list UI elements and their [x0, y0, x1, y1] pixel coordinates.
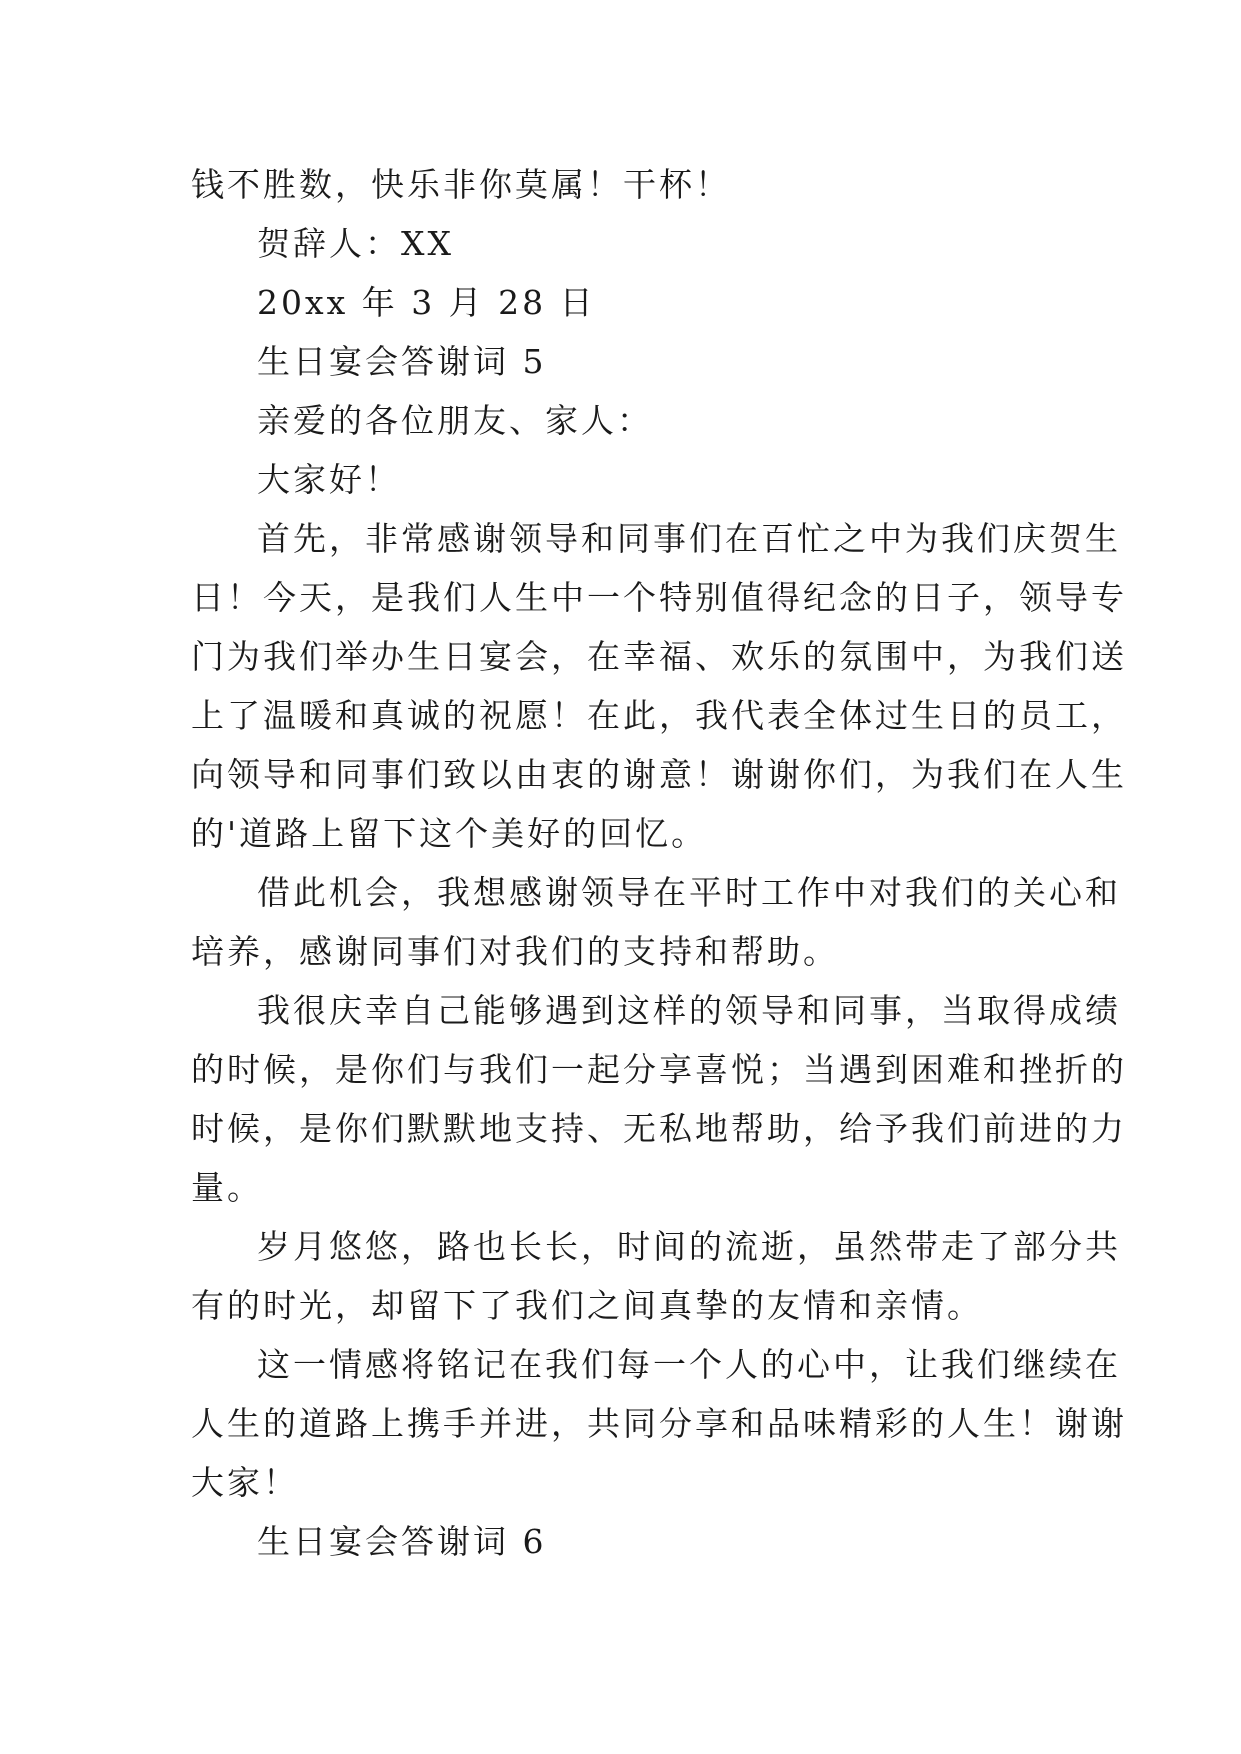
- text-line: 量。: [191, 1168, 263, 1207]
- text-line: 大家好！: [257, 460, 401, 499]
- text-line: 20xx 年 3 月 28 日: [257, 283, 596, 322]
- text-line: 时候，是你们默默地支持、无私地帮助，给予我们前进的力: [191, 1109, 1127, 1148]
- document-body: [191, 155, 1127, 1571]
- section-heading: 生日宴会答谢词 5: [257, 342, 547, 381]
- text-line: 向领导和同事们致以由衷的谢意！谢谢你们，为我们在人生: [191, 755, 1127, 794]
- text-line: 日！今天，是我们人生中一个特别值得纪念的日子，领导专: [191, 578, 1127, 617]
- text-line: 这一情感将铭记在我们每一个人的心中，让我们继续在: [257, 1345, 1121, 1384]
- text-line: 大家！: [191, 1463, 299, 1502]
- section-heading: 生日宴会答谢词 6: [257, 1522, 547, 1561]
- text-line: 首先，非常感谢领导和同事们在百忙之中为我们庆贺生: [257, 519, 1121, 558]
- text-line: 有的时光，却留下了我们之间真挚的友情和亲情。: [191, 1286, 983, 1325]
- text-line: 借此机会，我想感谢领导在平时工作中对我们的关心和: [257, 873, 1121, 912]
- text-line: 钱不胜数，快乐非你莫属！干杯！: [191, 165, 731, 204]
- text-line: 的'道路上留下这个美好的回忆。: [191, 814, 708, 853]
- text-line: 岁月悠悠，路也长长，时间的流逝，虽然带走了部分共: [257, 1227, 1121, 1266]
- text-line: 亲爱的各位朋友、家人：: [257, 401, 653, 440]
- text-line: 上了温暖和真诚的祝愿！在此，我代表全体过生日的员工，: [191, 696, 1127, 735]
- text-line: 贺辞人：XX: [257, 224, 454, 263]
- text-line: 我很庆幸自己能够遇到这样的领导和同事，当取得成绩: [257, 991, 1121, 1030]
- text-line: 培养，感谢同事们对我们的支持和帮助。: [191, 932, 839, 971]
- text-line: 门为我们举办生日宴会，在幸福、欢乐的氛围中，为我们送: [191, 637, 1127, 676]
- text-line: 人生的道路上携手并进，共同分享和品味精彩的人生！谢谢: [191, 1404, 1127, 1443]
- text-line: 的时候，是你们与我们一起分享喜悦；当遇到困难和挫折的: [191, 1050, 1127, 1089]
